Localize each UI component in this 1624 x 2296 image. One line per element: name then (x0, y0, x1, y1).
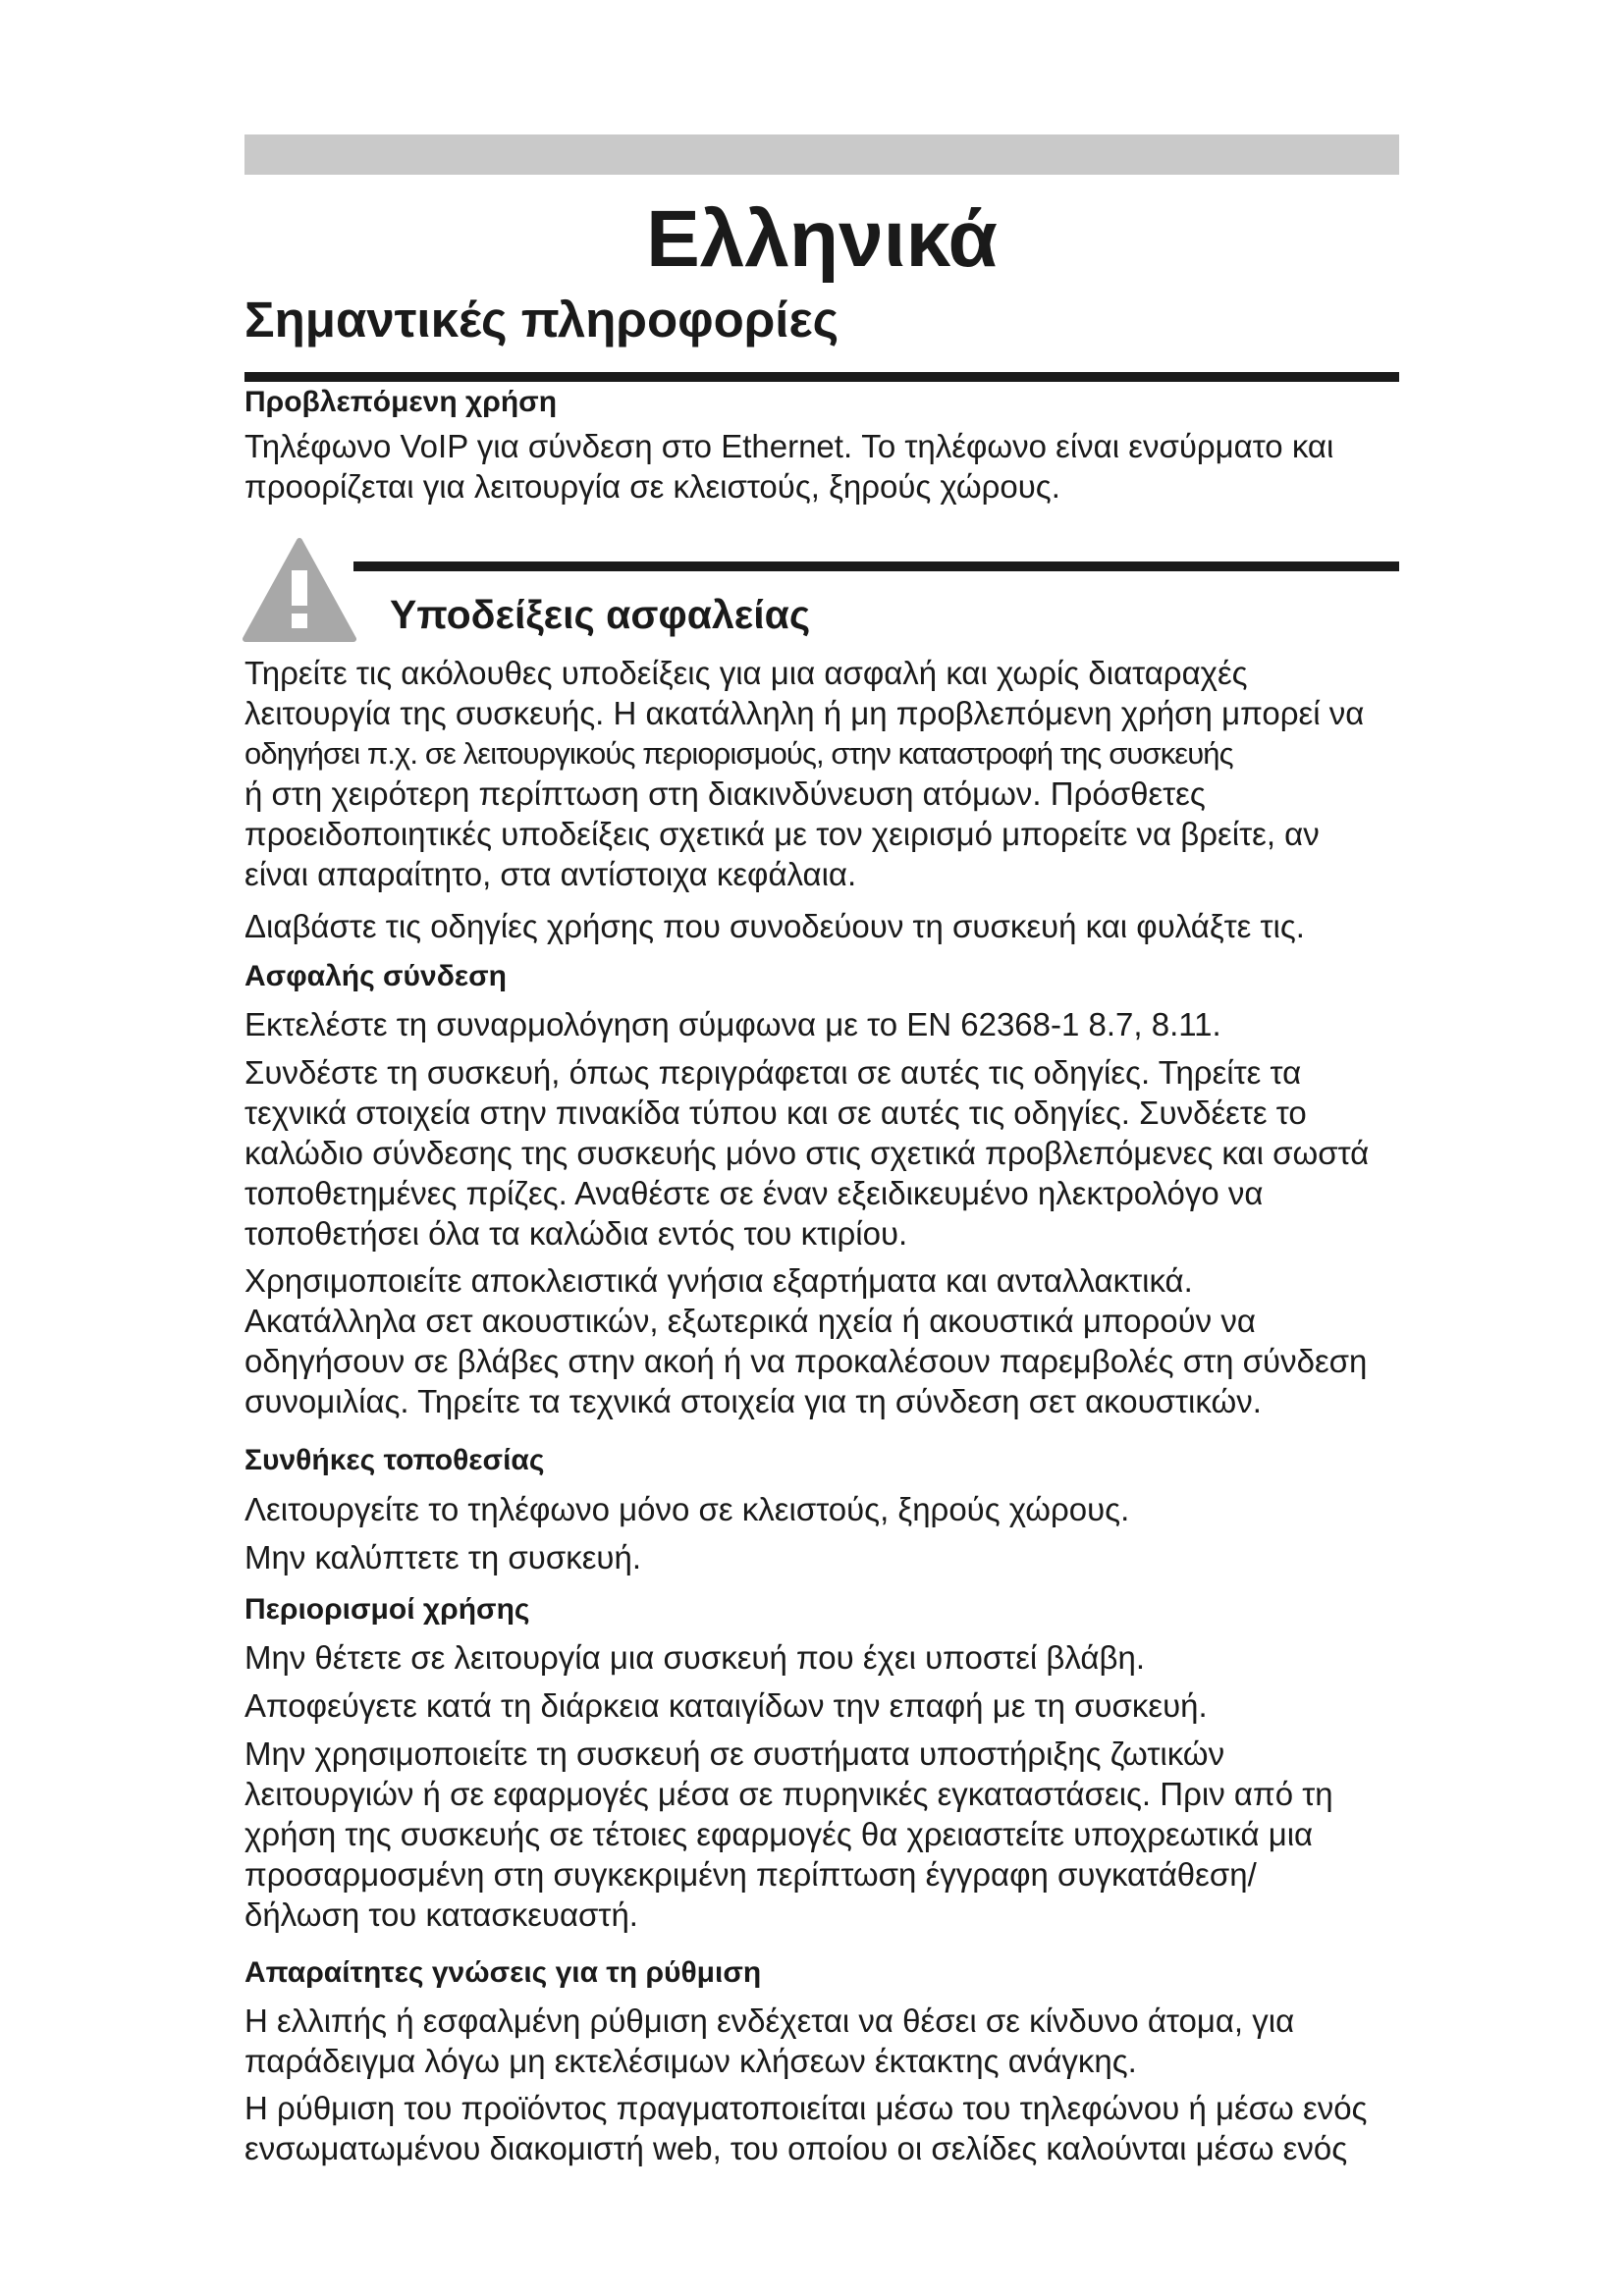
intended-use-text: Τηλέφωνο VoIP για σύνδεση στο Ethernet. Το τηλέφωνο είναι ενσύρματο και προορίζεται για λειτουργία σε κλειστούς, ξηρούς χώρους. (244, 428, 1334, 505)
safety-paragraph-2: Διαβάστε τις οδηγίες χρήσης που συνοδεύουν τη συσκευή και φυλάξτε τις. (244, 908, 1305, 944)
location-paragraph-1: Λειτουργείτε το τηλέφωνο μόνο σε κλειστούς, ξηρούς χώρους. (244, 1491, 1130, 1527)
safety-paragraph-1c: ή στη χειρότερη περίπτωση στη διακινδύνευση ατόμων. Πρόσθετες προειδοποιητικές υποδείξεις σχετικά με τον χειρισμό μπορείτε να βρείτε, αν είναι απαραίτητο, στα αντίστοιχα κεφάλαια. (244, 775, 1320, 892)
safe-connection-paragraph-2: Συνδέστε τη συσκευή, όπως περιγράφεται σε αυτές τις οδηγίες. Τηρείτε τα τεχνικά στοιχεία στην πινακίδα τύπου και σε αυτές τις οδηγίες. Συνδέετε το καλώδιο σύνδεσης της συσκευής μόνο στις σχετικά προβλεπόμενες και σωστά τοποθετημένες πρίζες. Αναθέστε σε έναν εξειδικευμένο ηλεκτρολόγο να τοποθετήσει όλα τα καλώδια εντός του κτιρίου. (244, 1054, 1370, 1252)
safety-paragraph-1b: οδηγήσει π.χ. σε λειτουργικούς περιορισμούς, στην καταστροφή της συσκευής (244, 736, 1233, 771)
safety-heading: Υποδείξεις ασφαλείας (390, 592, 811, 637)
page-title: Σημαντικές πληροφορίες (244, 292, 839, 347)
setup-knowledge-paragraph-2: Η ρύθμιση του προϊόντος πραγματοποιείται μέσω του τηλεφώνου ή μέσω ενός ενσωματωμένου διακομιστή web, του οποίου οι σελίδες καλούνται μέσω ενός (244, 2090, 1368, 2166)
safety-divider (353, 561, 1399, 571)
restrictions-heading: Περιορισμοί χρήσης (244, 1593, 530, 1626)
setup-knowledge-heading: Απαραίτητες γνώσεις για τη ρύθμιση (244, 1956, 762, 1989)
location-heading: Συνθήκες τοποθεσίας (244, 1444, 545, 1476)
safe-connection-paragraph-3: Χρησιμοποιείτε αποκλειστικά γνήσια εξαρτήματα και ανταλλακτικά. Ακατάλληλα σετ ακουστικών, εξωτερικά ηχεία ή ακουστικά μπορούν να οδηγήσουν σε βλάβες στην ακοή ή να προκαλέσουν παρεμβολές στη σύνδεση συνομιλίας. Τηρείτε τα τεχνικά στοιχεία για τη σύνδεση σετ ακουστικών. (244, 1262, 1368, 1419)
language-title: Ελληνικά (646, 194, 998, 284)
intended-use-heading: Προβλεπόμενη χρήση (244, 386, 558, 418)
location-paragraph-2: Μην καλύπτετε τη συσκευή. (244, 1539, 641, 1575)
safety-paragraph-1a: Τηρείτε τις ακόλουθες υποδείξεις για μια ασφαλή και χωρίς διαταραχές λειτουργία της συσκευής. Η ακατάλληλη ή μη προβλεπόμενη χρήση μπορεί να (244, 655, 1365, 731)
header-bar (244, 134, 1399, 175)
restrictions-paragraph-1: Μην θέτετε σε λειτουργία μια συσκευή που έχει υποστεί βλάβη. (244, 1639, 1145, 1676)
restrictions-paragraph-2: Αποφεύγετε κατά τη διάρκεια καταιγίδων την επαφή με τη συσκευή. (244, 1687, 1208, 1724)
safe-connection-paragraph-1: Εκτελέστε τη συναρμολόγηση σύμφωνα με το EN 62368-1 8.7, 8.11. (244, 1006, 1221, 1042)
title-divider (244, 372, 1399, 382)
safe-connection-heading: Ασφαλής σύνδεση (244, 960, 507, 992)
setup-knowledge-paragraph-1: Η ελλιπής ή εσφαλμένη ρύθμιση ενδέχεται να θέσει σε κίνδυνο άτομα, για παράδειγμα λόγω μη εκτελέσιμων κλήσεων έκτακτης ανάγκης. (244, 2002, 1295, 2079)
warning-triangle-icon (243, 537, 356, 645)
restrictions-paragraph-3: Μην χρησιμοποιείτε τη συσκευή σε συστήματα υποστήριξης ζωτικών λειτουργιών ή σε εφαρμογές μέσα σε πυρηνικές εγκαταστάσεις. Πριν από τη χρήση της συσκευής σε τέτοιες εφαρμογές θα χρειαστείτε υποχρεωτικά μια προσαρμοσμένη στη συγκεκριμένη περίπτωση έγγραφη συγκατάθεση/ δήλωση του κατασκευαστή. (244, 1735, 1333, 1933)
